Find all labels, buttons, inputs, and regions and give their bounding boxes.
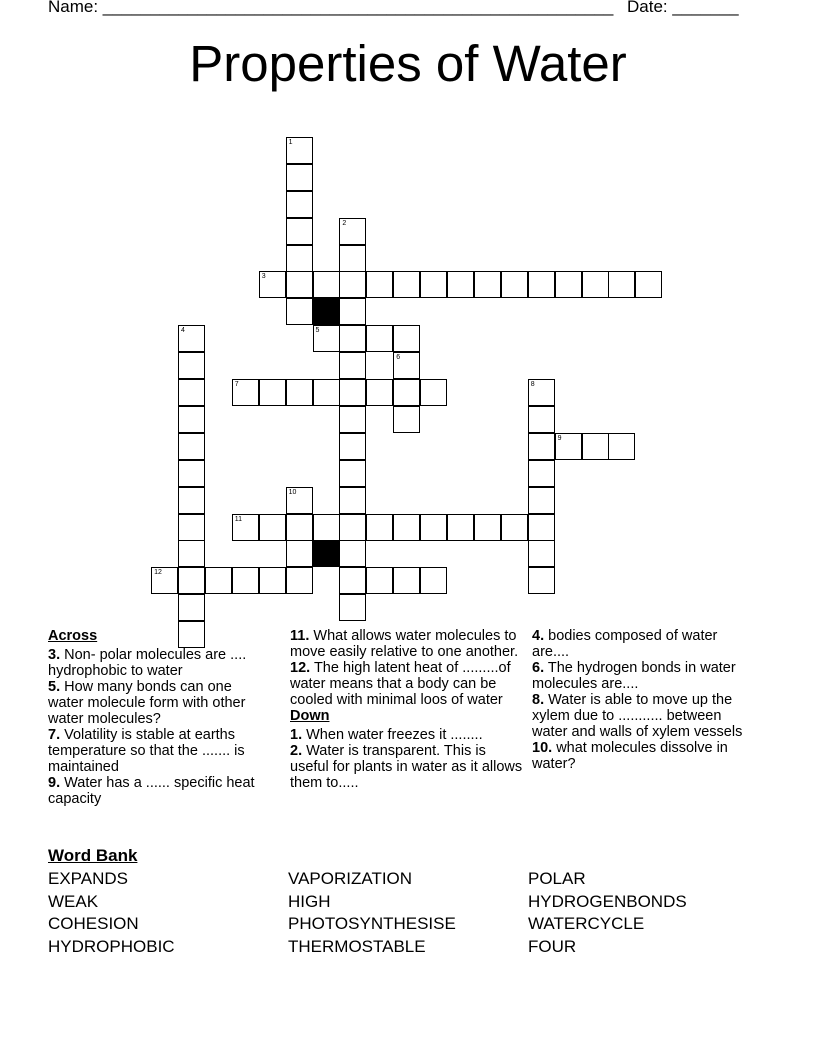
grid-cell[interactable] bbox=[339, 514, 366, 541]
clue-text: What allows water molecules to move easily relative to one another. bbox=[290, 628, 519, 660]
clues-column-1 bbox=[48, 628, 270, 807]
clue-number: 3. bbox=[48, 647, 61, 663]
clue-down-1 bbox=[290, 727, 524, 743]
grid-cell-4[interactable] bbox=[178, 325, 205, 352]
grid-cell[interactable] bbox=[635, 271, 662, 298]
clue-number-label: 6 bbox=[396, 354, 401, 362]
clues-column-3 bbox=[532, 628, 754, 772]
grid-cell[interactable] bbox=[420, 514, 447, 541]
page-title: Properties of Water bbox=[189, 35, 627, 92]
blocked-cell bbox=[313, 540, 340, 567]
word-bank-word: COHESION bbox=[48, 914, 139, 933]
grid-cell[interactable] bbox=[393, 325, 420, 352]
grid-cell[interactable] bbox=[339, 245, 366, 272]
clue-down-6 bbox=[532, 660, 754, 692]
grid-cell[interactable] bbox=[366, 325, 393, 352]
clue-number-label: 10 bbox=[288, 488, 297, 496]
word-bank-word: POLAR bbox=[528, 869, 586, 888]
grid-cell[interactable] bbox=[555, 271, 582, 298]
clue-number: 2. bbox=[290, 743, 303, 759]
grid-cell[interactable] bbox=[528, 460, 555, 487]
word-bank-word: HYDROPHOBIC bbox=[48, 937, 175, 956]
date-field-label: Date: _______ bbox=[627, 0, 739, 16]
grid-cell[interactable] bbox=[393, 379, 420, 406]
clue-number-label: 4 bbox=[181, 327, 185, 335]
clue-down-2 bbox=[290, 743, 524, 791]
grid-cell[interactable] bbox=[339, 379, 366, 406]
clue-number-label: 2 bbox=[342, 219, 347, 227]
across-heading: Across bbox=[48, 628, 98, 644]
grid-cell[interactable] bbox=[582, 433, 609, 460]
grid-cell[interactable] bbox=[286, 164, 313, 191]
clue-number: 9. bbox=[48, 775, 61, 791]
grid-cell-11[interactable] bbox=[232, 514, 259, 541]
word-bank-word: FOUR bbox=[528, 937, 577, 956]
grid-cell[interactable] bbox=[259, 379, 286, 406]
grid-cell-12[interactable] bbox=[151, 567, 178, 594]
clue-down-10 bbox=[532, 740, 754, 772]
clue-down-4 bbox=[532, 628, 754, 660]
grid-cell[interactable] bbox=[286, 540, 313, 567]
clue-number-label: 9 bbox=[557, 434, 562, 442]
grid-cell[interactable] bbox=[205, 567, 232, 594]
grid-cell[interactable] bbox=[178, 487, 205, 514]
grid-cell-8[interactable] bbox=[528, 379, 555, 406]
grid-cell[interactable] bbox=[286, 379, 313, 406]
grid-cell[interactable] bbox=[339, 271, 366, 298]
word-bank-word: HIGH bbox=[288, 892, 331, 911]
word-bank-word: HYDROGENBONDS bbox=[528, 892, 687, 911]
clue-number: 11. bbox=[290, 628, 310, 644]
word-bank-word: PHOTOSYNTHESISE bbox=[288, 914, 456, 933]
clue-text: How many bonds can one water molecule form with other water molecules? bbox=[48, 679, 246, 727]
grid-cell[interactable] bbox=[366, 567, 393, 594]
word-bank-heading: Word Bank bbox=[48, 846, 138, 865]
grid-cell[interactable] bbox=[366, 271, 393, 298]
grid-cell[interactable] bbox=[528, 271, 555, 298]
grid-cell[interactable] bbox=[286, 514, 313, 541]
clue-number-label: 8 bbox=[530, 381, 535, 388]
grid-cell[interactable] bbox=[339, 325, 366, 352]
clue-number: 8. bbox=[532, 692, 545, 708]
word-bank-word: EXPANDS bbox=[48, 869, 128, 888]
grid-cell[interactable] bbox=[420, 271, 447, 298]
grid-cell[interactable] bbox=[232, 567, 259, 594]
clue-across-9 bbox=[48, 775, 270, 807]
grid-cell[interactable] bbox=[528, 433, 555, 460]
grid-cell[interactable] bbox=[339, 540, 366, 567]
clue-down-8 bbox=[532, 692, 754, 740]
clue-number-label: 3 bbox=[261, 273, 266, 281]
clue-number: 10. bbox=[532, 740, 553, 756]
grid-cell[interactable] bbox=[339, 433, 366, 460]
word-bank-word: VAPORIZATION bbox=[288, 869, 413, 888]
clue-number: 4. bbox=[532, 628, 545, 644]
grid-cell[interactable] bbox=[528, 406, 555, 433]
grid-cell[interactable] bbox=[339, 594, 366, 621]
grid-cell[interactable] bbox=[286, 245, 313, 272]
grid-cell[interactable] bbox=[528, 487, 555, 514]
down-heading: Down bbox=[290, 708, 330, 724]
grid-cell[interactable] bbox=[447, 271, 474, 298]
grid-cell[interactable] bbox=[393, 514, 420, 541]
word-bank-word: WEAK bbox=[48, 892, 99, 911]
grid-cell[interactable] bbox=[528, 514, 555, 541]
grid-cell[interactable] bbox=[420, 379, 447, 406]
grid-cell[interactable] bbox=[339, 460, 366, 487]
clues-column-2 bbox=[290, 628, 524, 791]
grid-cell[interactable] bbox=[178, 594, 205, 621]
clue-across-5 bbox=[48, 679, 270, 727]
grid-cell[interactable] bbox=[286, 271, 313, 298]
clue-number-label: 1 bbox=[288, 138, 293, 146]
grid-cell[interactable] bbox=[178, 514, 205, 541]
clue-text: bodies composed of water are.... bbox=[532, 628, 718, 660]
grid-cell[interactable] bbox=[339, 567, 366, 594]
grid-cell-5[interactable] bbox=[313, 325, 340, 352]
grid-cell[interactable] bbox=[528, 540, 555, 567]
clue-text: The high latent heat of .........of water means that a body can be cooled with minimal loos of water bbox=[290, 660, 511, 708]
grid-cell[interactable] bbox=[366, 379, 393, 406]
grid-cell-9[interactable] bbox=[555, 433, 582, 460]
grid-cell[interactable] bbox=[286, 218, 313, 245]
blocked-cell bbox=[313, 298, 340, 325]
clue-across-3 bbox=[48, 647, 270, 679]
grid-cell[interactable] bbox=[447, 514, 474, 541]
grid-cell[interactable] bbox=[313, 271, 340, 298]
clue-number: 7. bbox=[48, 727, 61, 743]
grid-cell[interactable] bbox=[366, 514, 393, 541]
clue-text: Volatility is stable at earths temperature so that the ....... is maintained bbox=[48, 727, 245, 775]
grid-cell[interactable] bbox=[178, 460, 205, 487]
clue-number-label: 5 bbox=[315, 327, 320, 335]
grid-cell-10[interactable] bbox=[286, 487, 313, 514]
clue-text: When water freezes it ........ bbox=[306, 727, 483, 743]
grid-cell[interactable] bbox=[339, 298, 366, 325]
word-bank-word: THERMOSTABLE bbox=[288, 937, 426, 956]
clue-number: 5. bbox=[48, 679, 61, 695]
name-field-label: Name: ______________________________________________________ bbox=[48, 0, 614, 16]
grid-cell[interactable] bbox=[286, 567, 313, 594]
grid-cell[interactable] bbox=[259, 514, 286, 541]
clue-text: Non- polar molecules are .... hydrophobic to water bbox=[48, 647, 247, 679]
clue-text: Water is able to move up the xylem due to ........... between water and walls of xylem vessels bbox=[532, 692, 743, 740]
grid-cell[interactable] bbox=[393, 567, 420, 594]
clue-across-11 bbox=[290, 628, 524, 660]
grid-cell[interactable] bbox=[501, 514, 528, 541]
grid-cell[interactable] bbox=[393, 406, 420, 433]
clue-number: 6. bbox=[532, 660, 545, 676]
grid-cell[interactable] bbox=[313, 514, 340, 541]
grid-cell-6[interactable] bbox=[393, 352, 420, 379]
clue-across-7 bbox=[48, 727, 270, 775]
grid-cell[interactable] bbox=[339, 406, 366, 433]
clue-number: 12. bbox=[290, 660, 311, 676]
grid-cell[interactable] bbox=[528, 567, 555, 594]
grid-cell[interactable] bbox=[608, 271, 635, 298]
clue-number-label: 12 bbox=[154, 569, 162, 577]
grid-cell[interactable] bbox=[313, 379, 340, 406]
word-bank-word: WATERCYCLE bbox=[528, 914, 645, 933]
clue-text: Water has a ...... specific heat capacity bbox=[48, 775, 255, 807]
grid-cell[interactable] bbox=[178, 406, 205, 433]
grid-cell-7[interactable] bbox=[232, 379, 259, 406]
grid-cell-3[interactable] bbox=[259, 271, 286, 298]
grid-cell[interactable] bbox=[608, 433, 635, 460]
clue-text: what molecules dissolve in water? bbox=[532, 740, 728, 772]
grid-cell[interactable] bbox=[178, 433, 205, 460]
grid-cell[interactable] bbox=[420, 567, 447, 594]
grid-cell[interactable] bbox=[393, 271, 420, 298]
clue-number-label: 7 bbox=[234, 381, 239, 388]
clue-text: The hydrogen bonds in water molecules are.... bbox=[532, 660, 736, 692]
grid-cell[interactable] bbox=[259, 567, 286, 594]
grid-cell[interactable] bbox=[339, 487, 366, 514]
grid-cell[interactable] bbox=[286, 298, 313, 325]
grid-cell[interactable] bbox=[178, 352, 205, 379]
grid-cell[interactable] bbox=[474, 271, 501, 298]
grid-cell[interactable] bbox=[339, 352, 366, 379]
grid-cell[interactable] bbox=[474, 514, 501, 541]
clue-number: 1. bbox=[290, 727, 303, 743]
grid-cell[interactable] bbox=[286, 191, 313, 218]
grid-cell-1[interactable] bbox=[286, 137, 313, 164]
grid-cell[interactable] bbox=[178, 540, 205, 567]
clue-across-12 bbox=[290, 660, 524, 708]
clue-text: Water is transparent. This is useful for plants in water as it allows them to..... bbox=[290, 743, 523, 791]
grid-cell[interactable] bbox=[178, 379, 205, 406]
grid-cell-2[interactable] bbox=[339, 218, 366, 245]
clue-number-label: 11 bbox=[234, 515, 243, 523]
grid-cell[interactable] bbox=[501, 271, 528, 298]
grid-cell[interactable] bbox=[582, 271, 609, 298]
grid-cell[interactable] bbox=[178, 567, 205, 594]
